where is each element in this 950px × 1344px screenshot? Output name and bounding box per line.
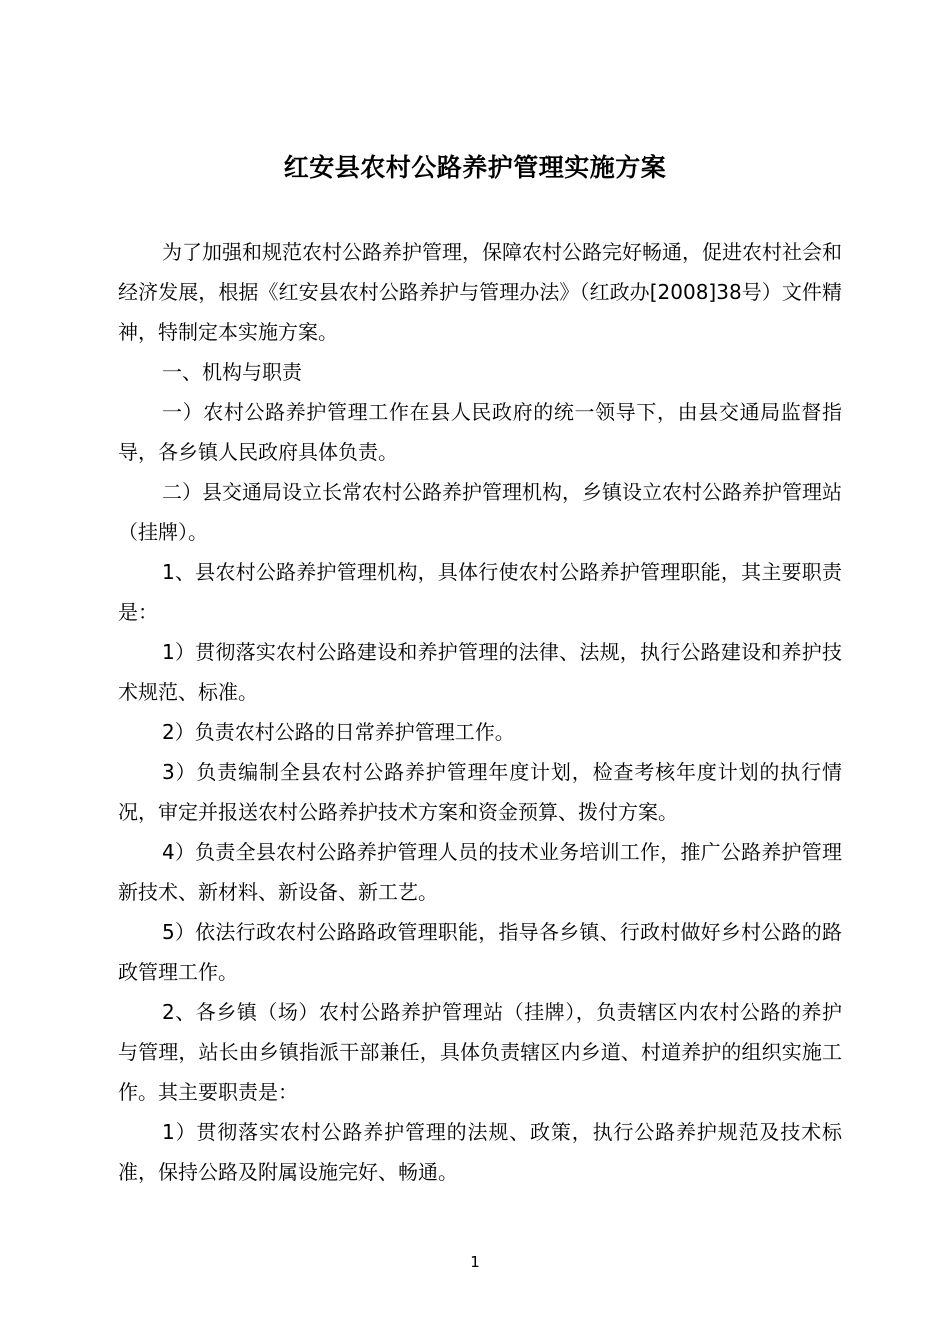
document-body [118,232,842,1192]
section-heading: 一、机构与职责 [162,360,302,384]
list-item: 1）贯彻落实农村公路养护管理的法规、政策，执行公路养护规范及技术标准，保持公路及附属设施完好、畅通。 [118,1120,842,1184]
list-item: 3）负责编制全县农村公路养护管理年度计划，检查考核年度计划的执行情况，审定并报送农村公路养护技术方案和资金预算、拨付方案。 [118,760,842,824]
paragraph: 1、县农村公路养护管理机构，具体行使农村公路养护管理职能，其主要职责是： [118,560,842,624]
list-item: 5）依法行政农村公路路政管理职能，指导各乡镇、行政村做好乡村公路的路政管理工作。 [118,920,842,984]
paragraph: 2、各乡镇（场）农村公路养护管理站（挂牌），负责辖区内农村公路的养护与管理，站长由乡镇指派干部兼任，具体负责辖区内乡道、村道养护的组织实施工作。其主要职责是： [118,1000,842,1104]
paragraph: 一）农村公路养护管理工作在县人民政府的统一领导下，由县交通局监督指导，各乡镇人民政府具体负责。 [118,400,842,464]
page-number: 1 [470,1253,480,1271]
list-item: 2）负责农村公路的日常养护管理工作。 [162,720,515,744]
paragraph: 二）县交通局设立长常农村公路养护管理机构，乡镇设立农村公路养护管理站（挂牌）。 [118,480,842,544]
paragraph: 为了加强和规范农村公路养护管理，保障农村公路完好畅通，促进农村社会和经济发展，根据《红安县农村公路养护与管理办法》（红政办[2008]38号）文件精神，特制定本实施方案。 [118,240,842,344]
list-item: 1）贯彻落实农村公路建设和养护管理的法律、法规，执行公路建设和养护技术规范、标准。 [118,640,842,704]
document-title: 红安县农村公路养护管理实施方案 [283,153,667,182]
list-item: 4）负责全县农村公路养护管理人员的技术业务培训工作，推广公路养护管理新技术、新材料、新设备、新工艺。 [118,840,842,904]
